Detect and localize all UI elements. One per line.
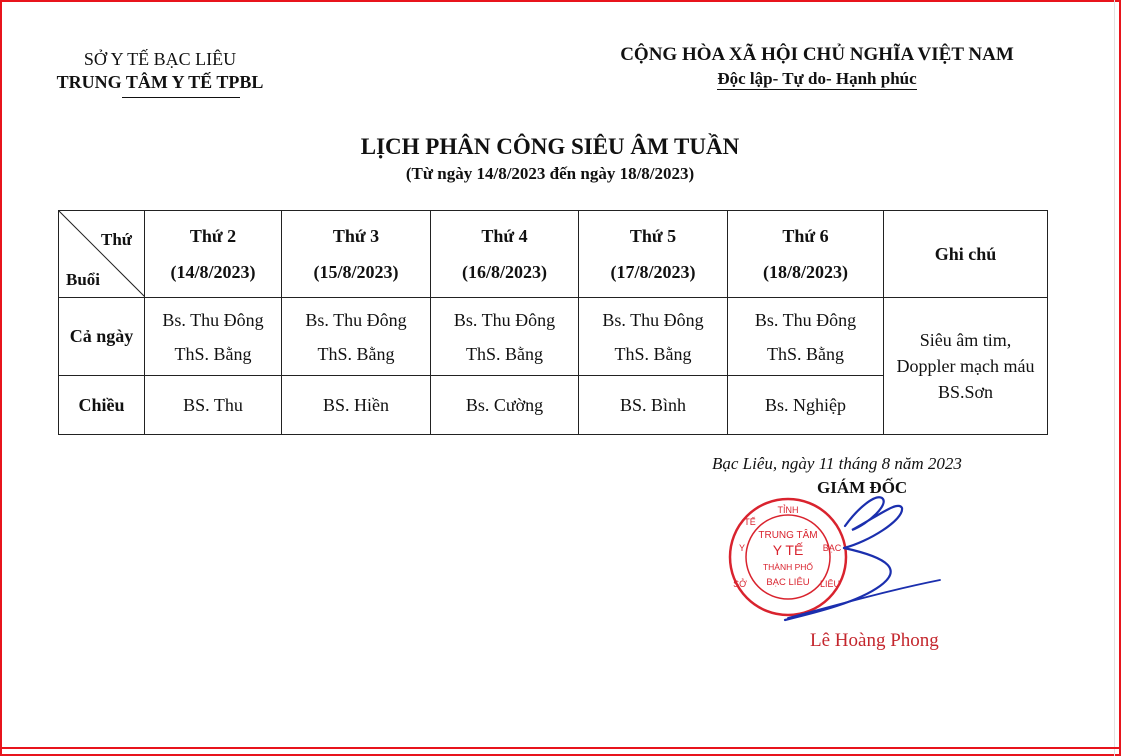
doctor-name: Bs. Thu Đông bbox=[305, 309, 407, 330]
day-date: (17/8/2023) bbox=[610, 262, 696, 282]
schedule-cell: BS. Bình bbox=[579, 376, 728, 435]
seal-text: BẠC bbox=[822, 543, 842, 553]
seal-text: Y TẾ bbox=[772, 542, 804, 558]
doctor-name: Bs. Thu Đông bbox=[162, 309, 264, 330]
doctor-name: ThS. Bằng bbox=[465, 343, 543, 364]
day-name: Thứ 6 bbox=[782, 226, 829, 246]
table-row bbox=[59, 298, 1048, 376]
schedule-cell: BS. Thu bbox=[145, 376, 282, 435]
doctor-name: ThS. Bằng bbox=[174, 343, 252, 364]
seal-text: LIÊU bbox=[819, 579, 841, 589]
schedule-table bbox=[58, 210, 1048, 435]
day-name: Thứ 5 bbox=[629, 226, 677, 246]
day-name: Thứ 2 bbox=[189, 226, 237, 246]
seal-text: TRUNG TÂM bbox=[758, 530, 818, 541]
doctor-name: Bs. Thu Đông bbox=[453, 309, 556, 330]
day-header bbox=[728, 211, 884, 298]
header-underline bbox=[122, 97, 240, 98]
seal-text: Y bbox=[738, 543, 746, 553]
corner-day-label: Thứ bbox=[101, 230, 132, 249]
signer-title: GIÁM ĐỐC bbox=[817, 478, 908, 497]
handwritten-signature bbox=[740, 486, 950, 626]
day-header bbox=[145, 211, 282, 298]
schedule-cell bbox=[145, 298, 282, 376]
doctor-name: Bs. Thu Đông bbox=[754, 309, 857, 330]
corner-cell bbox=[59, 211, 145, 298]
schedule-cell: Bs. Nghiệp bbox=[728, 376, 884, 435]
schedule-cell bbox=[431, 298, 579, 376]
seal-text: SỞ bbox=[733, 579, 747, 589]
document-subtitle: (Từ ngày 14/8/2023 đến ngày 18/8/2023) bbox=[405, 164, 695, 183]
document-title: LỊCH PHÂN CÔNG SIÊU ÂM TUẦN bbox=[360, 134, 740, 159]
schedule-cell bbox=[728, 298, 884, 376]
department-name: SỞ Y TẾ BẠC LIÊU bbox=[83, 49, 237, 69]
page-bottom-border bbox=[0, 747, 1121, 749]
page-edge bbox=[1114, 0, 1115, 756]
national-motto: Độc lập- Tự do- Hạnh phúc bbox=[717, 69, 917, 88]
header-right bbox=[592, 42, 1042, 92]
day-name: Thứ 3 bbox=[332, 226, 380, 246]
session-label: Cả ngày bbox=[59, 298, 145, 376]
note-line: Doppler mạch máu bbox=[896, 356, 1035, 376]
seal-text: TỈNH bbox=[777, 505, 799, 515]
session-label: Chiều bbox=[59, 376, 145, 435]
note-doctor: BS.Sơn bbox=[937, 382, 994, 402]
day-date: (14/8/2023) bbox=[170, 262, 256, 282]
table-header-row bbox=[59, 211, 1048, 298]
header-left bbox=[40, 48, 280, 94]
doctor-name: ThS. Bằng bbox=[614, 343, 692, 364]
note-header: Ghi chú bbox=[884, 211, 1048, 298]
seal-text: THÀNH PHỐ bbox=[762, 562, 814, 572]
country-name: CỘNG HÒA XÃ HỘI CHỦ NGHĨA VIỆT NAM bbox=[620, 44, 1014, 65]
day-date: (18/8/2023) bbox=[763, 262, 848, 282]
corner-session-label: Buổi bbox=[66, 270, 101, 289]
doctor-name: ThS. Bằng bbox=[766, 343, 844, 364]
schedule-cell bbox=[282, 298, 431, 376]
day-header bbox=[579, 211, 728, 298]
note-cell bbox=[884, 298, 1048, 435]
schedule-cell bbox=[579, 298, 728, 376]
day-date: (15/8/2023) bbox=[313, 262, 399, 282]
schedule-cell: BS. Hiền bbox=[282, 376, 431, 435]
doctor-name: Bs. Thu Đông bbox=[602, 309, 704, 330]
day-date: (16/8/2023) bbox=[462, 262, 547, 282]
place-date: Bạc Liêu, ngày 11 tháng 8 năm 2023 bbox=[712, 454, 962, 473]
signer-name: Lê Hoàng Phong bbox=[810, 630, 939, 651]
day-header bbox=[431, 211, 579, 298]
day-header bbox=[282, 211, 431, 298]
doctor-name: ThS. Bằng bbox=[317, 343, 395, 364]
seal-text: BẠC LIÊU bbox=[766, 577, 810, 588]
note-line: Siêu âm tim, bbox=[919, 330, 1012, 350]
schedule-cell: Bs. Cường bbox=[431, 376, 579, 435]
seal-text: TẾ bbox=[744, 517, 756, 527]
day-name: Thứ 4 bbox=[481, 226, 528, 246]
center-name: TRUNG TÂM Y TẾ TPBL bbox=[56, 72, 264, 92]
